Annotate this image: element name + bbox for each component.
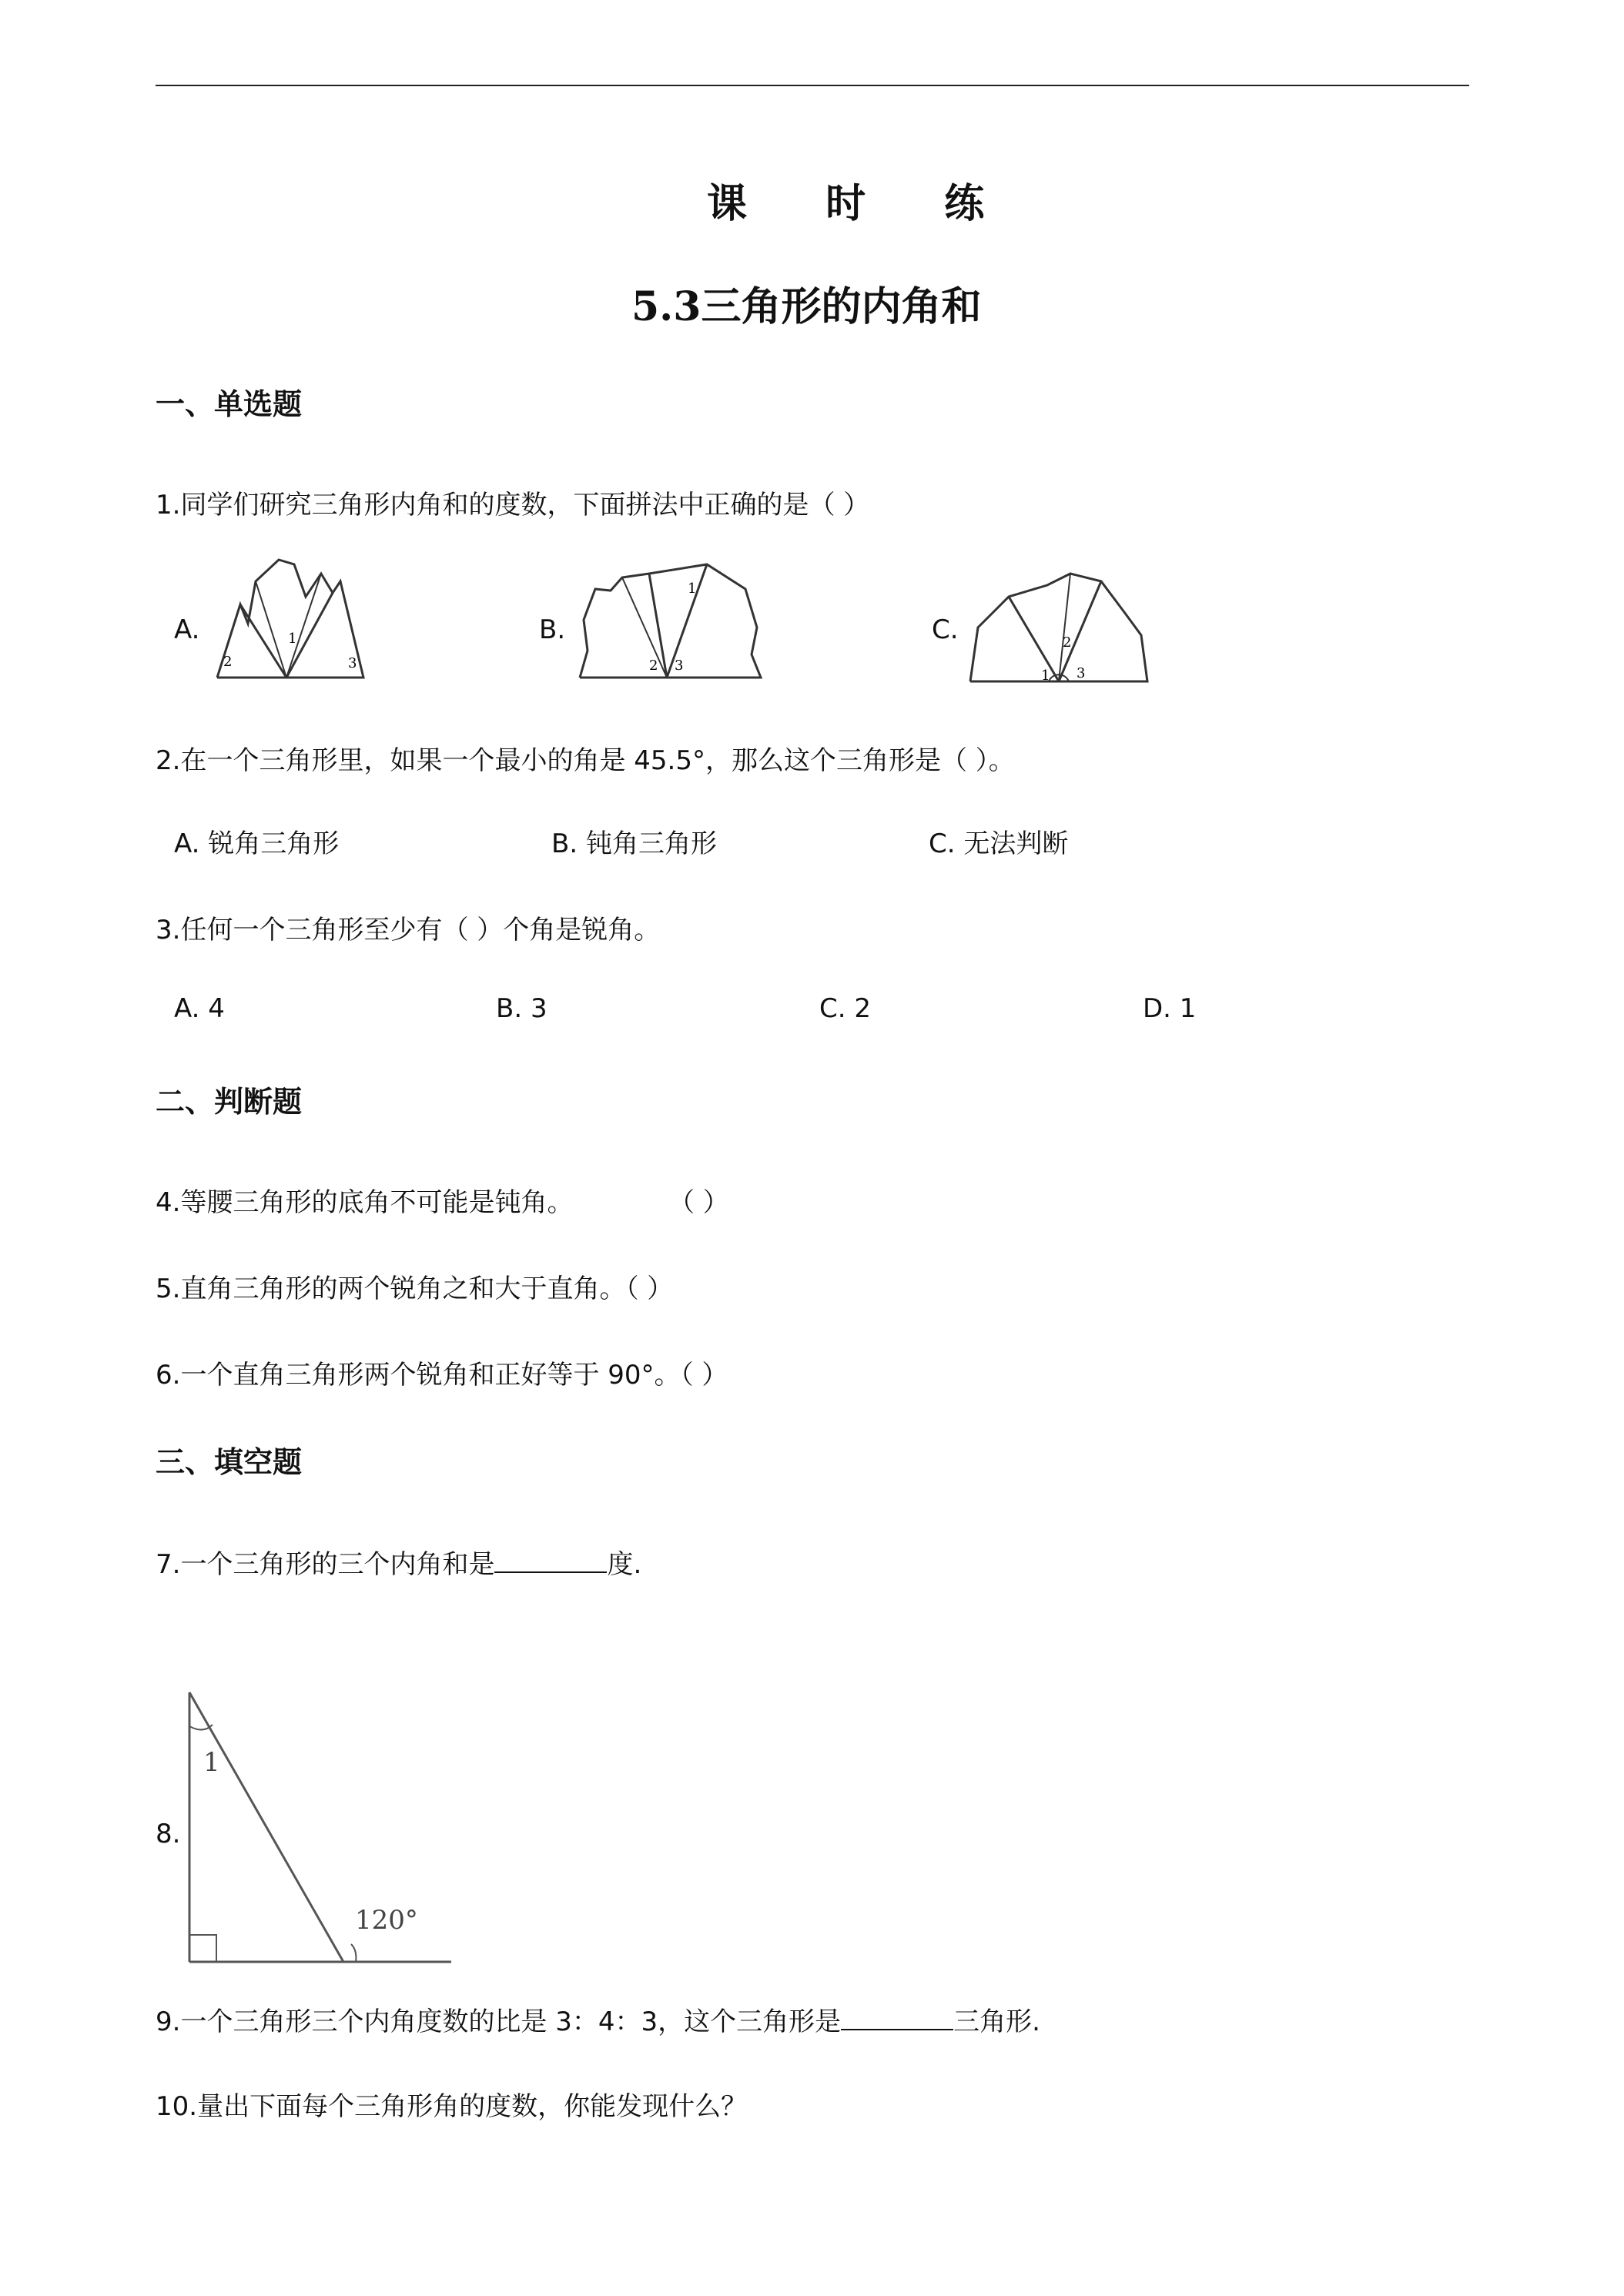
q1-figure-b-label-3: 3 — [675, 658, 684, 674]
question-8-number: 8. — [156, 1819, 181, 1849]
question-3-text: 3.任何一个三角形至少有（ ）个角是锐角。 — [156, 915, 661, 946]
section-heading-single-choice: 一、单选题 — [156, 387, 303, 421]
q2-option-a[interactable]: A. 锐角三角形 — [174, 828, 340, 859]
header-rule — [156, 85, 1469, 86]
q1-figure-c-label-3: 3 — [1077, 665, 1086, 681]
q1-figure-b-edge — [667, 564, 707, 678]
q8-exterior-angle-arc — [351, 1944, 356, 1962]
page-subtitle: 5.3三角形的内角和 — [631, 283, 982, 330]
q1-figure-b — [576, 558, 768, 685]
q2-option-b[interactable]: B. 钝角三角形 — [551, 828, 717, 859]
q1-figure-a-label-1: 1 — [288, 631, 297, 647]
q3-option-d[interactable]: D. 1 — [1143, 993, 1197, 1024]
question-9 — [156, 2000, 1040, 2038]
q8-hypotenuse — [189, 1692, 343, 1962]
question-7-blank[interactable] — [494, 1545, 607, 1573]
q8-angle-1-label: 1 — [203, 1747, 220, 1778]
question-9-text: 9.一个三角形三个内角度数的比是 3：4：3，这个三角形是 — [156, 2006, 842, 2037]
q3-option-a[interactable]: A. 4 — [174, 993, 225, 1024]
q8-right-angle-mark — [189, 1935, 216, 1962]
question-4-answer-paren[interactable]: （ ） — [668, 1187, 729, 1218]
question-10-text: 10.量出下面每个三角形角的度数，你能发现什么？ — [156, 2091, 748, 2122]
q1-figure-c-label-1: 1 — [1041, 668, 1050, 684]
question-5-text: 5.直角三角形的两个锐角之和大于直角。（ ） — [156, 1274, 674, 1304]
q3-option-c[interactable]: C. 2 — [819, 993, 871, 1024]
question-2-text: 2.在一个三角形里，如果一个最小的角是 45.5°，那么这个三角形是（ ）。 — [156, 745, 1015, 776]
section-heading-fill-blank: 三、填空题 — [156, 1445, 303, 1479]
question-7-text: 7.一个三角形的三个内角和是 — [156, 1549, 495, 1580]
q8-triangle-figure — [182, 1686, 459, 1979]
q1-figure-c-label-2: 2 — [1063, 634, 1072, 651]
q1-figure-a-label-2: 2 — [223, 654, 233, 670]
q1-option-a-label[interactable]: A. — [174, 614, 200, 645]
question-6-text: 6.一个直角三角形两个锐角和正好等于 90°。（ ） — [156, 1360, 728, 1391]
q1-figure-a-edge — [256, 581, 286, 678]
q1-figure-b-edge — [622, 577, 667, 678]
q1-figure-a — [209, 551, 379, 685]
q8-exterior-angle-label: 120° — [355, 1905, 418, 1936]
question-7 — [156, 1543, 641, 1581]
q1-figure-c — [963, 551, 1155, 689]
q2-option-c[interactable]: C. 无法判断 — [929, 828, 1069, 859]
question-7-suffix: 度. — [607, 1549, 642, 1580]
page-title: 课 时 练 — [707, 180, 1017, 227]
q1-figure-b-label-2: 2 — [649, 658, 658, 674]
q1-option-b-label[interactable]: B. — [539, 614, 566, 645]
question-1-text: 1.同学们研究三角形内角和的度数，下面拼法中正确的是（ ） — [156, 490, 870, 520]
q3-option-b[interactable]: B. 3 — [496, 993, 547, 1024]
question-9-blank[interactable] — [841, 2003, 953, 2030]
q1-option-c-label[interactable]: C. — [932, 614, 959, 645]
q1-figure-c-outline — [970, 574, 1147, 681]
q1-figure-c-edge — [1009, 597, 1059, 681]
question-9-suffix: 三角形. — [953, 2006, 1040, 2037]
section-heading-true-false: 二、判断题 — [156, 1085, 303, 1119]
q1-figure-b-outline — [580, 564, 761, 678]
q1-figure-a-outline — [217, 560, 363, 678]
q1-figure-a-edge — [240, 604, 286, 678]
q1-figure-b-label-1: 1 — [688, 581, 697, 597]
question-4-text: 4.等腰三角形的底角不可能是钝角。 — [156, 1187, 574, 1218]
q1-figure-a-label-3: 3 — [348, 655, 357, 671]
